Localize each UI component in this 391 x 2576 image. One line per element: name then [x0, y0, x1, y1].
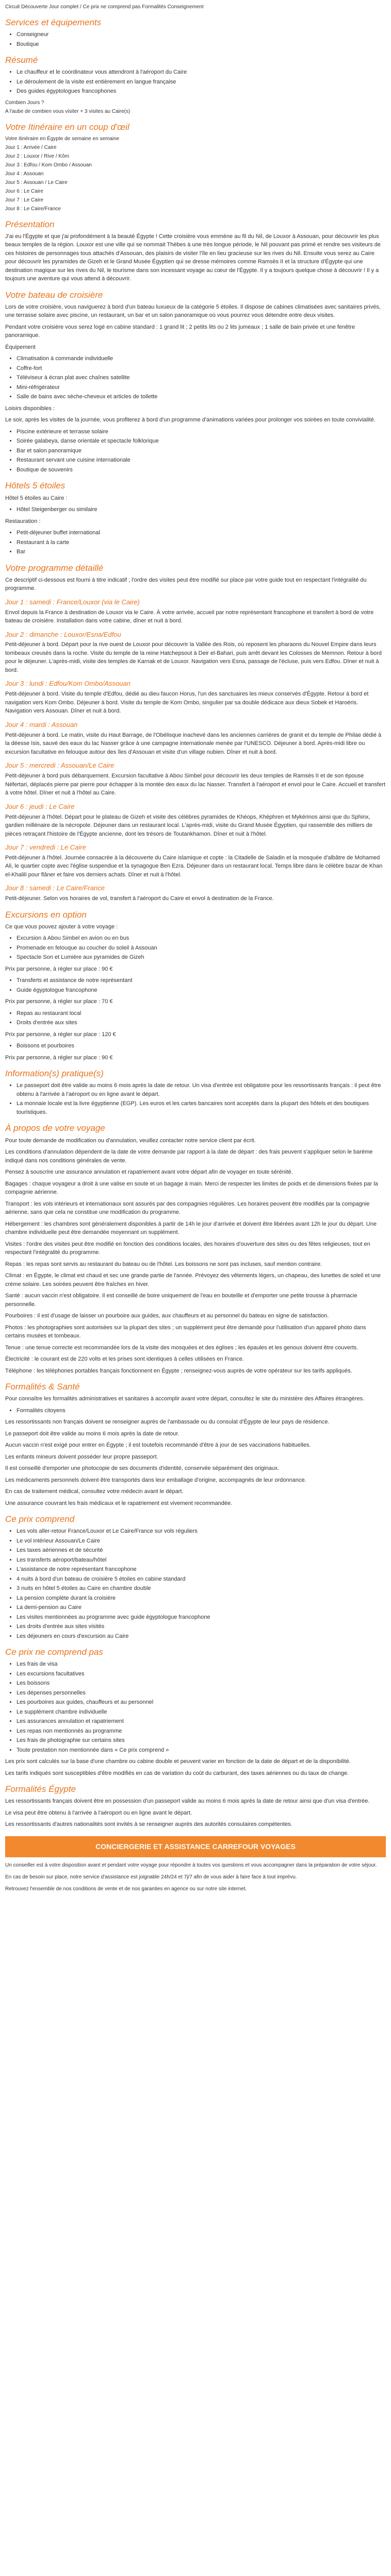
list-item: • Les frais de photographie sur certains sites	[17, 1736, 386, 1745]
cancel-text: Hébergement : les chambres sont généralement disponibles à partir de 14h le jour d'arrivée et doivent être libérées avant 12h le jour du départ. Une chambre individuelle peut être demandée moyennant un supplément.	[5, 1221, 377, 1236]
day-title: Jour 4 : mardi : Assouan	[5, 720, 78, 728]
itinerary-line: Jour 3 : Edfou / Kom Ombo / Assouan	[5, 162, 92, 168]
presentation-text: J'ai eu l'Égypte et que j'ai profondément à la beauté Égypte ! Cette croisière vous emmène au fil du Nil, de Louxor à Assouan, pour découvrir les plus beaux temples de la région. Louxor est une ville qui se nommait Thèbes à une très longue période, le Nil pouvant pas primé et rendre ses visiteurs de ces histoires de personnages tous attachés d'Assouan, des plaisirs de visiter l'île en lieu gracieuse sur les rives du Nil. Ensuite vous serez au Caire pour découvrir les pyramides de Gizeh et le Grand Musée Égyptien qui se dresse mémoires comme Ramsès II et la structure d'Égypte qui une destination magique sur les rives du Nil, le tourisme dans son incessant voyage au cœur de l'Égypte. Il y a toujours quelque chose à découvrir ! Il y a toujours une aventure qui vous attend à découvrir.	[5, 233, 381, 282]
hotel-lead: Hôtel 5 étoiles au Caire :	[5, 495, 68, 501]
day-text: Petit-déjeuner à bord. Le matin, visite du Haut Barrage, de l'Obélisque inachevé dans les anciennes carrières de granit et du temple de Philae dédié à la déesse Isis, sauvé des eaux du lac Nasser grâce à une campagne internationale menée par l'UNESCO. Déjeuner à bord. Après-midi libre ou excursion facultative en felouque autour des îles d'Assouan et visite d'un village nubien. Dîner et nuit à bord.	[5, 732, 382, 755]
formalites-title: Formalités Égypte	[5, 1784, 76, 1794]
price-lead-label: Prix par personne, à régler sur place :	[5, 1031, 101, 1038]
assistance-text: En cas de besoin sur place, notre service d'assistance est joignable 24h/24 et 7j/7 afin de vous aider à faire face à tout imprévu.	[5, 1874, 297, 1880]
formalites-sante-text: Les ressortissants non français doivent se renseigner auprès de l'ambassade ou du consulat d'Égypte de leur pays de résidence.	[5, 1419, 330, 1426]
cancel-text: Pourboires : il est d'usage de laisser un pourboire aux guides, aux chauffeurs et au personnel du bateau en signe de satisfaction.	[5, 1313, 329, 1319]
breadcrumb: Circuit Découverte Jour complet / Ce prix ne comprend pas Formalités Conseignement	[5, 4, 204, 10]
price-value: 70 €	[102, 998, 113, 1005]
duration-label: Combien Jours ?	[5, 99, 44, 106]
excursions-title: Excursions en option	[5, 909, 87, 920]
formalites-sante-text: Pour connaître les formalités administratives et sanitaires à accomplir avant votre départ, consultez le site du ministère des Affaires étrangères.	[5, 1396, 365, 1402]
cancel-text: Pensez à souscrire une assurance annulation et rapatriement avant votre départ afin de voyager en toute sérénité.	[5, 1169, 293, 1176]
cancel-text: Transport : les vols intérieurs et internationaux sont assurés par des compagnies régulières. Les horaires peuvent être modifiés par la compagnie aérienne, sans que cela ne constitue une modification du programme.	[5, 1200, 370, 1216]
price-lead-label: Prix par personne, à régler sur place :	[5, 1054, 101, 1061]
day-block	[5, 761, 386, 797]
itinerary-line: Jour 8 : Le Caire/France	[5, 206, 61, 212]
assistance-text: Un conseiller est à votre disposition avant et pendant votre voyage pour répondre à toutes vos questions et vous accompagner dans la préparation de votre séjour.	[5, 1862, 377, 1868]
itinerary-lead: Votre itinéraire en Égypte de semaine en semaine	[5, 135, 120, 142]
list-item: • Petit-déjeuner buffet international	[17, 529, 386, 537]
price-value: 90 €	[102, 965, 113, 972]
formalites-sante-text: Les médicaments personnels doivent être transportés dans leur emballage d'origine, accompagnés de leur ordonnance.	[5, 1477, 306, 1483]
cancel-text: Pour toute demande de modification ou d'annulation, veuillez contacter notre service client par écrit.	[5, 1137, 256, 1144]
resume-title: Résumé	[5, 55, 38, 65]
programme-title: Votre programme détaillé	[5, 563, 104, 573]
itinerary-title: Votre Itinéraire en un coup d'œil	[5, 122, 129, 132]
assistance-banner: CONCIERGERIE ET ASSISTANCE CARREFOUR VOYAGES	[5, 1836, 386, 1857]
duration-text: A l'aube de combien vous visiter + 3 visites au Caire(s)	[5, 108, 131, 114]
hotel-lead: Restauration :	[5, 518, 41, 524]
list-item: • Guide égyptologue francophone	[17, 986, 386, 995]
list-item: • Piscine extérieure et terrasse solaire	[17, 428, 386, 436]
list-item: • Les boissons	[17, 1679, 386, 1688]
list-item: • Les excursions facultatives	[17, 1670, 386, 1679]
list-item: • Restaurant à la carte	[17, 538, 386, 547]
list-item: • Les dépenses personnelles	[17, 1689, 386, 1698]
price-lead	[5, 1054, 386, 1062]
list-item: • Les déjeuners en cours d'excursion au Caire	[17, 1632, 386, 1641]
excursions-lead: Ce que vous pouvez ajouter à votre voyage :	[5, 923, 118, 930]
itinerary-line: Jour 4 : Assouan	[5, 171, 44, 177]
presentation-title: Présentation	[5, 219, 55, 229]
list-item: • La monnaie locale est la livre égyptienne (EGP). Les euros et les cartes bancaires sont acceptés dans la plupart des hôtels et des boutiques touristiques.	[17, 1099, 386, 1116]
list-item: • Les taxes aériennes et de sécurité	[17, 1546, 386, 1555]
price-lead-label: Prix par personne, à régler sur place :	[5, 965, 101, 972]
cancel-text: Téléphone : les téléphones portables français fonctionnent en Égypte ; renseignez-vous auprès de votre opérateur sur les tarifs appliqués.	[5, 1367, 352, 1374]
itinerary-line: Jour 6 : Le Caire	[5, 188, 43, 194]
formalites-sante-title: Formalités & Santé	[5, 1382, 80, 1392]
bateau-equip-list	[5, 354, 386, 401]
list-item: • Conseigneur	[17, 30, 386, 39]
list-item: • Téléviseur à écran plat avec chaînes satellite	[17, 374, 386, 382]
price-value: 90 €	[102, 1054, 113, 1061]
day-title: Jour 6 : jeudi : Le Caire	[5, 802, 75, 810]
services-list	[5, 30, 386, 48]
list-item: • Le passeport doit être valide au moins 6 mois après la date de retour. Un visa d'entrée est obligatoire pour les ressortissants français : il peut être obtenu à l'arrivée à l'aéroport ou en ligne avant le départ.	[17, 1081, 386, 1098]
list-item: • Soirée galabeya, danse orientale et spectacle folklorique	[17, 437, 386, 446]
loisirs-text: Le soir, après les visites de la journée, vous profiterez à bord d'un programme d'animations variées pour prolonger vos soirées en toute convivialité.	[5, 417, 376, 423]
day-block	[5, 803, 386, 838]
list-item: • Les assurances annulation et rapatriement	[17, 1717, 386, 1726]
formalites-sante-list	[5, 1406, 386, 1415]
formalites-sante-text: Aucun vaccin n'est exigé pour entrer en Égypte ; il est toutefois recommandé d'être à jour de ses vaccinations habituelles.	[5, 1442, 311, 1449]
bateau-text: Lors de votre croisière, vous naviguerez à bord d'un bateau luxueux de la catégorie 5 étoiles. Il dispose de cabines climatisées avec sanitaires privés, une terrasse solaire avec piscine, un restaurant, un bar et un salon panoramique où vous pourrez vous détendre entre deux visites.	[5, 303, 381, 319]
itinerary-line: Jour 7 : Le Caire	[5, 197, 43, 203]
formalites-sante-text: Une assurance couvrant les frais médicaux et le rapatriement est vivement recommandée.	[5, 1500, 233, 1506]
list-item: • La demi-pension au Caire	[17, 1603, 386, 1612]
cancel-text: Électricité : le courant est de 220 volts et les prises sont identiques à celles utilisées en France.	[5, 1356, 244, 1363]
list-item: • Mini-réfrigérateur	[17, 383, 386, 392]
cancel-text: Les conditions d'annulation dépendent de la date de votre demande par rapport à la date de départ : des frais peuvent s'appliquer selon le barème indiqué dans nos conditions générales de vente.	[5, 1149, 373, 1164]
itinerary-line: Jour 5 : Assouan / Le Caire	[5, 179, 68, 185]
day-block	[5, 884, 386, 903]
list-item: • Les frais de visa	[17, 1660, 386, 1669]
list-item: • Salle de bains avec sèche-cheveux et articles de toilette	[17, 393, 386, 401]
includes-title: Ce prix comprend	[5, 1514, 75, 1524]
loisirs-lead: Loisirs disponibles :	[5, 405, 55, 412]
list-item: • Les repas non mentionnés au programme	[17, 1727, 386, 1736]
list-item: • Bar	[17, 548, 386, 556]
includes-list	[5, 1527, 386, 1640]
list-item: • 3 nuits en hôtel 5 étoiles au Caire en chambre double	[17, 1584, 386, 1593]
day-title: Jour 3 : lundi : Edfou/Kom Ombo/Assouan	[5, 680, 131, 688]
price-lead	[5, 997, 386, 1006]
day-title: Jour 2 : dimanche : Louxor/Esna/Edfou	[5, 630, 121, 638]
list-item: • Les vols aller-retour France/Louxor et Le Caire/France sur vols réguliers	[17, 1527, 386, 1536]
list-item: • Hôtel Steigenberger ou similaire	[17, 505, 386, 514]
list-item: • Repas au restaurant local	[17, 1009, 386, 1018]
day-title: Jour 1 : samedi : France/Louxor (via le Caire)	[5, 598, 140, 606]
list-item: • Des guides égyptologues francophones	[17, 87, 386, 96]
day-block	[5, 721, 386, 756]
cancel-text: Santé : aucun vaccin n'est obligatoire. Il est conseillé de boire uniquement de l'eau en bouteille et d'emporter une petite trousse à pharmacie personnelle.	[5, 1293, 357, 1308]
excludes-list	[5, 1660, 386, 1754]
list-item: • Climatisation à commande individuelle	[17, 354, 386, 363]
list-item: • Droits d'entrée aux sites	[17, 1019, 386, 1027]
day-text: Petit-déjeuner. Selon vos horaires de vol, transfert à l'aéroport du Caire et envol à destination de la France.	[5, 895, 274, 902]
day-block	[5, 598, 386, 625]
cancel-text: Visites : l'ordre des visites peut être modifié en fonction des conditions locales, des horaires d'ouverture des sites ou des fêtes religieuses, tout en respectant l'intégralité du programme.	[5, 1241, 370, 1256]
cancel-text: Repas : les repas sont servis au restaurant du bateau ou de l'hôtel. Les boissons ne sont pas incluses, sauf mention contraire.	[5, 1261, 322, 1267]
formalites-sante-text: Il est conseillé d'emporter une photocopie de ses documents d'identité, conservée séparément des originaux.	[5, 1465, 280, 1472]
price-list	[5, 976, 386, 994]
list-item: • La pension complète durant la croisière	[17, 1594, 386, 1603]
loisirs-list	[5, 428, 386, 474]
excludes-title: Ce prix ne comprend pas	[5, 1647, 103, 1657]
formalites-sante-text: En cas de traitement médical, consultez votre médecin avant le départ.	[5, 1488, 184, 1495]
list-item: • Boissons et pourboires	[17, 1042, 386, 1050]
excludes-text: Les tarifs indiqués sont susceptibles d'être modifiés en cas de variation du coût du carburant, des taxes aériennes ou du taux de change.	[5, 1770, 349, 1776]
list-item: • Boutique	[17, 40, 386, 49]
excursions-list	[5, 934, 386, 962]
list-item: • Le déroulement de la visite est entièrement en langue française	[17, 78, 386, 87]
excludes-text: Les prix sont calculés sur la base d'une chambre ou cabine double et peuvent varier en fonction de la date de départ et de la disponibilité.	[5, 1758, 351, 1765]
resume-list	[5, 68, 386, 96]
day-title: Jour 5 : mercredi : Assouan/Le Caire	[5, 761, 115, 770]
day-text: Petit-déjeuner à bord. Départ pour la rive ouest de Louxor pour découvrir la Vallée des Rois, où reposent les pharaons du Nouvel Empire dans leurs tombeaux creusés dans la roche. Visite du temple de la reine Hatchepsout à Deir el-Bahari, puis arrêt devant les Colosses de Memnon. Retour à bord pour le déjeuner. L'après-midi, visite des temples de Karnak et de Louxor. Navigation vers Esna, passage de l'écluse, puis vers Edfou. Dîner et nuit à bord.	[5, 641, 382, 673]
bateau-text: Pendant votre croisière vous serez logé en cabine standard : 1 grand lit ; 2 petits lits ou 2 lits jumeaux ; 1 salle de bain privée et une fenêtre panoramique.	[5, 324, 355, 339]
day-block	[5, 843, 386, 879]
bateau-equip-label: Équipement	[5, 344, 36, 350]
day-block	[5, 680, 386, 715]
day-text: Petit-déjeuner à l'hôtel. Journée consacrée à la découverte du Caire islamique et copte : la Citadelle de Saladin et la mosquée d'albâtre de Mohamed Ali, le quartier copte avec l'église suspendue et la synagogue Ben Ezra. Déjeuner dans un restaurant local. Temps libre dans le célèbre bazar de Khan el-Khalili pour flâner et faire vos derniers achats. Dîner et nuit à l'hôtel.	[5, 854, 383, 878]
list-item: • Les pourboires aux guides, chauffeurs et au personnel	[17, 1698, 386, 1707]
formalites-sante-text: Le passeport doit être valide au moins 6 mois après la date de retour.	[5, 1430, 180, 1437]
day-block	[5, 631, 386, 675]
list-item: • Le supplément chambre individuelle	[17, 1708, 386, 1717]
list-item: • 4 nuits à bord d'un bateau de croisière 5 étoiles en cabine standard	[17, 1575, 386, 1584]
itinerary-line: Jour 1 : Arrivée / Caire	[5, 144, 57, 150]
formalites-text: Les ressortissants d'autres nationalités sont invités à se renseigner auprès des autorités consulaires compétentes.	[5, 1821, 292, 1828]
list-item: • Bar et salon panoramique	[17, 447, 386, 455]
hotel-list	[5, 529, 386, 556]
hotel-list	[5, 505, 386, 514]
infos-title: Information(s) pratique(s)	[5, 1069, 104, 1079]
day-title: Jour 8 : samedi : Le Caire/France	[5, 884, 105, 892]
price-list	[5, 1009, 386, 1027]
services-title: Services et équipements	[5, 18, 102, 27]
bateau-title: Votre bateau de croisière	[5, 290, 103, 300]
day-text: Petit-déjeuner à bord puis débarquement. Excursion facultative à Abou Simbel pour découvrir les deux temples de Ramsès II et de son épouse Néfertari, déplacés pierre par pierre pour échapper à la montée des eaux du lac Nasser. Transfert à l'aéroport et envol pour le Caire. Accueil et transfert à votre hôtel. Dîner et nuit à l'hôtel au Caire.	[5, 773, 386, 796]
list-item: • Spectacle Son et Lumière aux pyramides de Gizeh	[17, 953, 386, 962]
formalites-text: Le visa peut être obtenu à l'arrivée à l'aéroport ou en ligne avant le départ.	[5, 1809, 192, 1816]
cancel-text: Climat : en Égypte, le climat est chaud et sec une grande partie de l'année. Prévoyez des vêtements légers, un chapeau, des lunettes de soleil et une crème solaire. Les soirées peuvent être fraîches en hiver.	[5, 1273, 381, 1287]
day-title: Jour 7 : vendredi : Le Caire	[5, 843, 86, 851]
list-item: • Coffre-fort	[17, 364, 386, 373]
price-lead	[5, 965, 386, 974]
cancel-title: À propos de votre voyage	[5, 1123, 105, 1133]
list-item: • Promenade en felouque au coucher du soleil à Assouan	[17, 944, 386, 953]
hotel-title: Hôtels 5 étoiles	[5, 481, 66, 491]
list-item: • Formalités citoyens	[17, 1406, 386, 1415]
list-item: • Excursion à Abou Simbel en avion ou en bus	[17, 934, 386, 943]
list-item: • Le chauffeur et le coordinateur vous attendront à l'aéroport du Caire	[17, 68, 386, 77]
cancel-text: Bagages : chaque voyageur a droit à une valise en soute et un bagage à main. Merci de respecter les limites de poids et de dimensions fixées par la compagnie aérienne.	[5, 1180, 378, 1196]
list-item: • Les droits d'entrée aux sites visités	[17, 1622, 386, 1631]
day-text: Envol depuis la France à destination de Louxor via le Caire. À votre arrivée, accueil par notre représentant francophone et transfert à bord de votre bateau de croisière. Installation dans votre cabine, dîner et nuit à bord.	[5, 609, 374, 624]
list-item: • Boutique de souvenirs	[17, 466, 386, 474]
day-text: Petit-déjeuner à bord. Visite du temple d'Edfou, dédié au dieu faucon Horus, l'un des sanctuaires les mieux conservés d'Égypte. Retour à bord et navigation vers Kom Ombo. Déjeuner à bord. Visite du temple de Kom Ombo, singulier par sa double dédicace aux dieux Sobek et Haroéris. Navigation vers Assouan. Dîner et nuit à bord.	[5, 691, 369, 715]
itinerary-line: Jour 2 : Louxor / Rive / Kôm	[5, 153, 69, 159]
list-item: • Le vol intérieur Assouan/Le Caire	[17, 1537, 386, 1546]
price-lead	[5, 1030, 386, 1039]
formalites-sante-text: Les enfants mineurs doivent posséder leur propre passeport.	[5, 1453, 158, 1460]
day-text: Petit-déjeuner à l'hôtel. Départ pour le plateau de Gizeh et visite des célèbres pyramides de Khéops, Khéphren et Mykérinos ainsi que du Sphinx, gardien millénaire de la nécropole. Déjeuner dans un restaurant local. L'après-midi, visite du Grand Musée Égyptien, qui rassemble des milliers de pièces retraçant l'histoire de l'Égypte ancienne, dont les trésors de Toutankhamon. Dîner et nuit à l'hôtel.	[5, 814, 372, 837]
cancel-text: Photos : les photographies sont autorisées sur la plupart des sites ; un supplément peut être demandé pour l'utilisation d'un appareil photo dans certains musées et tombeaux.	[5, 1324, 366, 1340]
programme-intro: Ce descriptif ci-dessous est fourni à titre indicatif ; l'ordre des visites peut être modifié sur place par votre guide tout en respectant l'intégralité du programme.	[5, 577, 367, 592]
list-item: • Transferts et assistance de notre représentant	[17, 976, 386, 985]
list-item: • Restaurant servant une cuisine internationale	[17, 456, 386, 465]
price-value: 120 €	[102, 1031, 116, 1038]
list-item: • Les visites mentionnées au programme avec guide égyptologue francophone	[17, 1613, 386, 1622]
list-item: • Les transferts aéroport/bateau/hôtel	[17, 1556, 386, 1565]
price-lead-label: Prix par personne, à régler sur place :	[5, 998, 101, 1005]
formalites-text: Les ressortissants français doivent être en possession d'un passeport valide au moins 6 mois après la date de retour ainsi que d'un visa d'entrée.	[5, 1798, 370, 1805]
list-item: • L'assistance de notre représentant francophone	[17, 1565, 386, 1574]
infos-list	[5, 1081, 386, 1116]
cancel-text: Tenue : une tenue correcte est recommandée lors de la visite des mosquées et des églises ; les épaules et les genoux doivent être couverts.	[5, 1344, 359, 1351]
assistance-text: Retrouvez l'ensemble de nos conditions de vente et de nos garanties en agence ou sur notre site internet.	[5, 1886, 247, 1892]
price-list	[5, 1042, 386, 1050]
list-item: • Toute prestation non mentionnée dans « Ce prix comprend »	[17, 1746, 386, 1755]
